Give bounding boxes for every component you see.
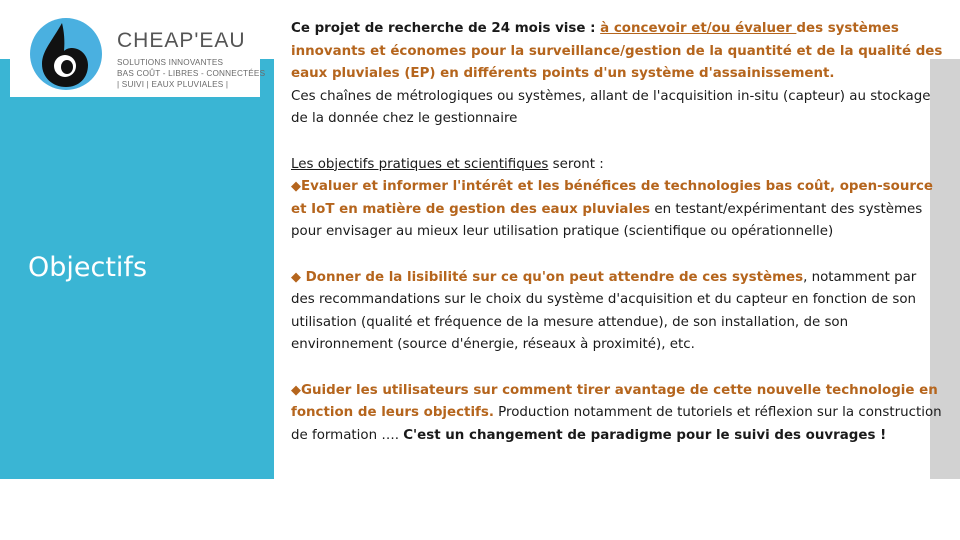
- diamond-bullet-icon: ◆: [291, 179, 301, 194]
- logo-tagline-line: BAS COÛT - LIBRES - CONNECTÉES: [117, 69, 266, 78]
- logo-tagline-line: SOLUTIONS INNOVANTES: [117, 58, 224, 67]
- objective-text: Production notamment de tutoriels et réflexion sur la construction de formation ….: [291, 405, 942, 443]
- objective-highlight: Donner de la lisibilité sur ce qu'on peut attendre de ces systèmes: [301, 269, 804, 285]
- goals-heading-suffix: seront :: [548, 156, 604, 172]
- objective-item: [291, 380, 943, 448]
- intro-paragraph: [291, 18, 943, 86]
- objective-text: en testant/expérimentant des systèmes pour envisager au mieux leur utilisation pratique (scientifique ou opérationnelle): [291, 201, 923, 239]
- objective-conclusion: C'est un changement de paradigme pour le suivi des ouvrages !: [403, 427, 887, 443]
- objective-highlight: Evaluer et informer l'intérêt et les bénéfices de technologies bas coût, open-source et IoT en matière de gestion des eaux pluviales: [291, 179, 933, 217]
- logo: [10, 11, 266, 97]
- objective-highlight: Guider les utilisateurs sur comment tirer avantage de cette nouvelle technologie en fonction de leurs objectifs.: [291, 382, 938, 420]
- goals-heading: Les objectifs pratiques et scientifiques: [291, 156, 549, 172]
- logo-tagline-line: | SUIVI | EAUX PLUVIALES |: [117, 80, 229, 89]
- diamond-bullet-icon: ◆: [291, 382, 301, 398]
- chain-paragraph: Ces chaînes de métrologiques ou systèmes, allant de l'acquisition in-situ (capteur) au stockage de la donnée chez le gestionnaire: [291, 88, 931, 126]
- objective-text: , notamment par des recommandations sur le choix du système d'acquisition et du capteur en fonction de son utilisation (qualité et fréquence de la mesure attendue), de son installation, de son environnement (source d'énergie, réseaux à proximité), etc.: [291, 269, 917, 352]
- water-drop-logo-icon: [28, 17, 104, 91]
- content-area: [291, 18, 943, 447]
- intro-lead: Ce projet de recherche de 24 mois vise :: [291, 21, 601, 36]
- intro-rest: des systèmes innovants et économes pour la surveillance/gestion de la quantité et de la qualité des eaux pluviales (EP) en différents points d'un système d'assainissement.: [291, 21, 943, 81]
- objective-item: [291, 176, 943, 244]
- goals-heading-line: [291, 154, 943, 177]
- intro-underlined: à concevoir et/ou évaluer: [600, 21, 797, 36]
- section-title: Objectifs: [28, 252, 148, 283]
- logo-name: CHEAP'EAU: [117, 29, 246, 52]
- objective-item: [291, 267, 943, 357]
- logo-tagline: [117, 57, 266, 90]
- diamond-bullet-icon: ◆: [291, 269, 301, 285]
